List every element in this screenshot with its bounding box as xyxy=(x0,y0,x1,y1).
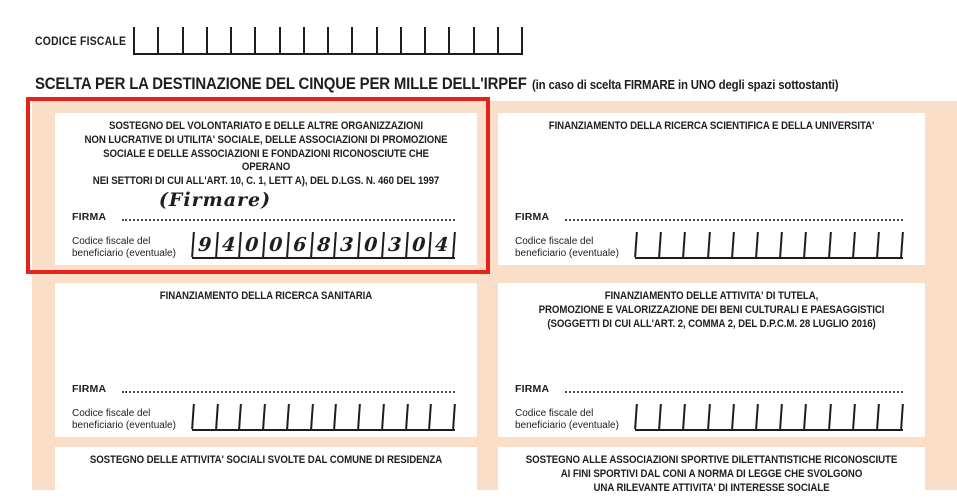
box-volontariato xyxy=(55,113,477,265)
comb-cell[interactable]: 0 xyxy=(405,232,430,257)
comb-cell[interactable] xyxy=(828,232,854,257)
beneficiary-code-label xyxy=(515,236,633,259)
comb-cell[interactable] xyxy=(755,404,781,429)
title-line: SOCIALE E DELLE ASSOCIAZIONI E FONDAZIONI RICONOSCIUTE CHE OPERANO xyxy=(103,147,429,174)
comb-cell[interactable] xyxy=(191,404,216,429)
signature-line[interactable] xyxy=(122,219,455,221)
handwritten-firmare-note: (Firmare) xyxy=(158,189,272,211)
box-comune-residenza-title xyxy=(80,447,451,468)
comb-cell[interactable] xyxy=(497,27,523,53)
title-line: NON LUCRATIVE DI UTILITA' SOCIALE, DELLE ASSOCIAZIONI DI PROMOZIONE xyxy=(84,133,448,146)
comb-cell[interactable] xyxy=(327,27,351,53)
beneficiary-code-label xyxy=(72,408,190,431)
firma-label: FIRMA xyxy=(515,383,550,395)
comb-cell[interactable] xyxy=(133,27,157,53)
comb-cell[interactable] xyxy=(779,404,805,429)
box-ricerca-scientifica-title xyxy=(524,113,900,134)
comb-cell[interactable] xyxy=(262,404,287,429)
box-comune-residenza xyxy=(55,447,477,502)
comb-cell[interactable]: 0 xyxy=(357,232,382,257)
comb-cell[interactable] xyxy=(206,27,230,53)
comb-cell[interactable] xyxy=(182,27,206,53)
comb-cell[interactable]: 4 xyxy=(428,232,455,257)
comb-cell[interactable] xyxy=(683,404,709,429)
title-line: AI FINI SPORTIVI DAL CONI A NORMA DI LEGGE CHE SVOLGONO xyxy=(560,467,863,480)
section-title-suffix: (in caso di scelta FIRMARE in UNO degli spazi sottostanti) xyxy=(532,77,839,92)
beneficiary-label-line1: Codice fiscale del xyxy=(72,236,151,247)
comb-cell[interactable]: 9 xyxy=(191,232,216,257)
comb-cell[interactable] xyxy=(707,232,733,257)
comb-cell[interactable] xyxy=(279,27,303,53)
comb-cell[interactable] xyxy=(157,27,181,53)
comb-cell[interactable] xyxy=(334,404,359,429)
box-associazioni-sportive xyxy=(498,447,925,502)
title-line: FINANZIAMENTO DELLA RICERCA SANITARIA xyxy=(159,290,373,302)
comb-cell[interactable] xyxy=(400,27,424,53)
comb-cell[interactable]: 3 xyxy=(381,232,406,257)
firma-label: FIRMA xyxy=(72,211,107,223)
box-ricerca-sanitaria xyxy=(55,283,477,437)
beneficiary-label-line1: Codice fiscale del xyxy=(515,408,594,419)
section-title xyxy=(35,74,838,94)
title-line: (SOGGETTI DI CUI ALL'ART. 2, COMMA 2, DEL D.P.C.M. 28 LUGLIO 2016) xyxy=(547,317,876,330)
comb-cell[interactable] xyxy=(658,404,684,429)
signature-line[interactable] xyxy=(565,391,903,393)
comb-cell[interactable] xyxy=(303,27,327,53)
firma-label: FIRMA xyxy=(515,211,550,223)
box-ricerca-sanitaria-title xyxy=(80,283,451,304)
comb-cell[interactable] xyxy=(876,232,904,257)
comb-cell[interactable] xyxy=(828,404,854,429)
title-line: FINANZIAMENTO DELLA RICERCA SCIENTIFICA E DELLA UNIVERSITA' xyxy=(548,120,875,132)
beneficiary-label-line1: Codice fiscale del xyxy=(72,408,151,419)
beneficiary-code-field[interactable] xyxy=(635,232,903,259)
comb-cell[interactable] xyxy=(239,404,264,429)
beneficiary-label-line2: beneficiario (eventuale) xyxy=(515,419,619,431)
comb-cell[interactable]: 0 xyxy=(239,232,264,257)
comb-cell[interactable] xyxy=(779,232,805,257)
codice-fiscale-field[interactable] xyxy=(133,27,523,55)
comb-cell[interactable] xyxy=(428,404,455,429)
beneficiary-label-line2: beneficiario (eventuale) xyxy=(72,419,176,431)
beneficiary-row xyxy=(515,404,903,431)
title-line: SOSTEGNO DELLE ATTIVITA' SOCIALI SVOLTE DAL COMUNE DI RESIDENZA xyxy=(89,454,443,466)
comb-cell[interactable] xyxy=(731,232,757,257)
beneficiary-code-field[interactable] xyxy=(635,404,903,431)
comb-cell[interactable] xyxy=(405,404,430,429)
box-ricerca-scientifica xyxy=(498,113,925,265)
beneficiary-code-field[interactable] xyxy=(192,232,455,259)
comb-cell[interactable] xyxy=(286,404,311,429)
title-line: PROMOZIONE E VALORIZZAZIONE DEI BENI CULTURALI E PAESAGGISTICI xyxy=(538,303,885,316)
comb-cell[interactable] xyxy=(448,27,472,53)
beneficiary-row xyxy=(72,232,455,259)
comb-cell[interactable] xyxy=(230,27,254,53)
beneficiary-label-line1: Codice fiscale del xyxy=(515,236,594,247)
firma-row xyxy=(72,383,455,395)
comb-cell[interactable] xyxy=(731,404,757,429)
comb-cell[interactable]: 3 xyxy=(334,232,359,257)
firma-row xyxy=(72,211,455,223)
box-beni-culturali xyxy=(498,283,925,437)
beneficiary-code-label xyxy=(72,236,190,259)
comb-cell[interactable] xyxy=(215,404,240,429)
title-line: FINANZIAMENTO DELLE ATTIVITA' DI TUTELA, xyxy=(604,290,819,302)
beneficiary-code-label xyxy=(515,408,633,431)
signature-line[interactable] xyxy=(565,219,903,221)
comb-cell[interactable] xyxy=(852,404,878,429)
comb-cell[interactable]: 8 xyxy=(310,232,335,257)
comb-cell[interactable] xyxy=(376,27,400,53)
comb-cell[interactable] xyxy=(658,232,684,257)
box-volontariato-title xyxy=(80,113,451,189)
section-title-main: SCELTA PER LA DESTINAZIONE DEL CINQUE PER MILLE DELL'IRPEF xyxy=(35,74,527,93)
beneficiary-code-field[interactable] xyxy=(192,404,455,431)
comb-cell[interactable] xyxy=(254,27,278,53)
comb-cell[interactable] xyxy=(357,404,382,429)
beneficiary-row xyxy=(515,232,903,259)
box-associazioni-sportive-title xyxy=(524,447,900,495)
title-line: UNA RILEVANTE ATTIVITA' DI INTERESSE SOCIALE xyxy=(593,481,830,494)
comb-cell[interactable] xyxy=(755,232,781,257)
comb-cell[interactable] xyxy=(852,232,878,257)
comb-cell[interactable] xyxy=(634,232,660,257)
firma-label: FIRMA xyxy=(72,383,107,395)
comb-cell[interactable] xyxy=(876,404,904,429)
comb-cell[interactable]: 0 xyxy=(262,232,287,257)
comb-cell[interactable]: 4 xyxy=(215,232,240,257)
comb-cell[interactable] xyxy=(424,27,448,53)
comb-cell[interactable]: 6 xyxy=(286,232,311,257)
firma-row xyxy=(515,383,903,395)
beneficiary-label-line2: beneficiario (eventuale) xyxy=(72,247,176,259)
codice-fiscale-label: CODICE FISCALE xyxy=(35,36,127,48)
title-line: SOSTEGNO DEL VOLONTARIATO E DELLE ALTRE ORGANIZZAZIONI xyxy=(109,120,423,132)
signature-line[interactable] xyxy=(122,391,455,393)
comb-cell[interactable] xyxy=(803,404,829,429)
comb-cell[interactable] xyxy=(351,27,375,53)
comb-cell[interactable] xyxy=(381,404,406,429)
beneficiary-row xyxy=(72,404,455,431)
comb-cell[interactable] xyxy=(634,404,660,429)
comb-cell[interactable] xyxy=(310,404,335,429)
comb-cell[interactable] xyxy=(683,232,709,257)
firma-row xyxy=(515,211,903,223)
beneficiary-label-line2: beneficiario (eventuale) xyxy=(515,247,619,259)
comb-cell[interactable] xyxy=(803,232,829,257)
title-line: SOSTEGNO ALLE ASSOCIAZIONI SPORTIVE DILETTANTISTICHE RICONOSCIUTE xyxy=(525,454,898,466)
comb-cell[interactable] xyxy=(473,27,497,53)
comb-cell[interactable] xyxy=(707,404,733,429)
title-line: NEI SETTORI DI CUI ALL'ART. 10, C. 1, LETT A), DEL D.LGS. N. 460 DEL 1997 xyxy=(92,175,440,188)
box-beni-culturali-title xyxy=(524,283,900,331)
